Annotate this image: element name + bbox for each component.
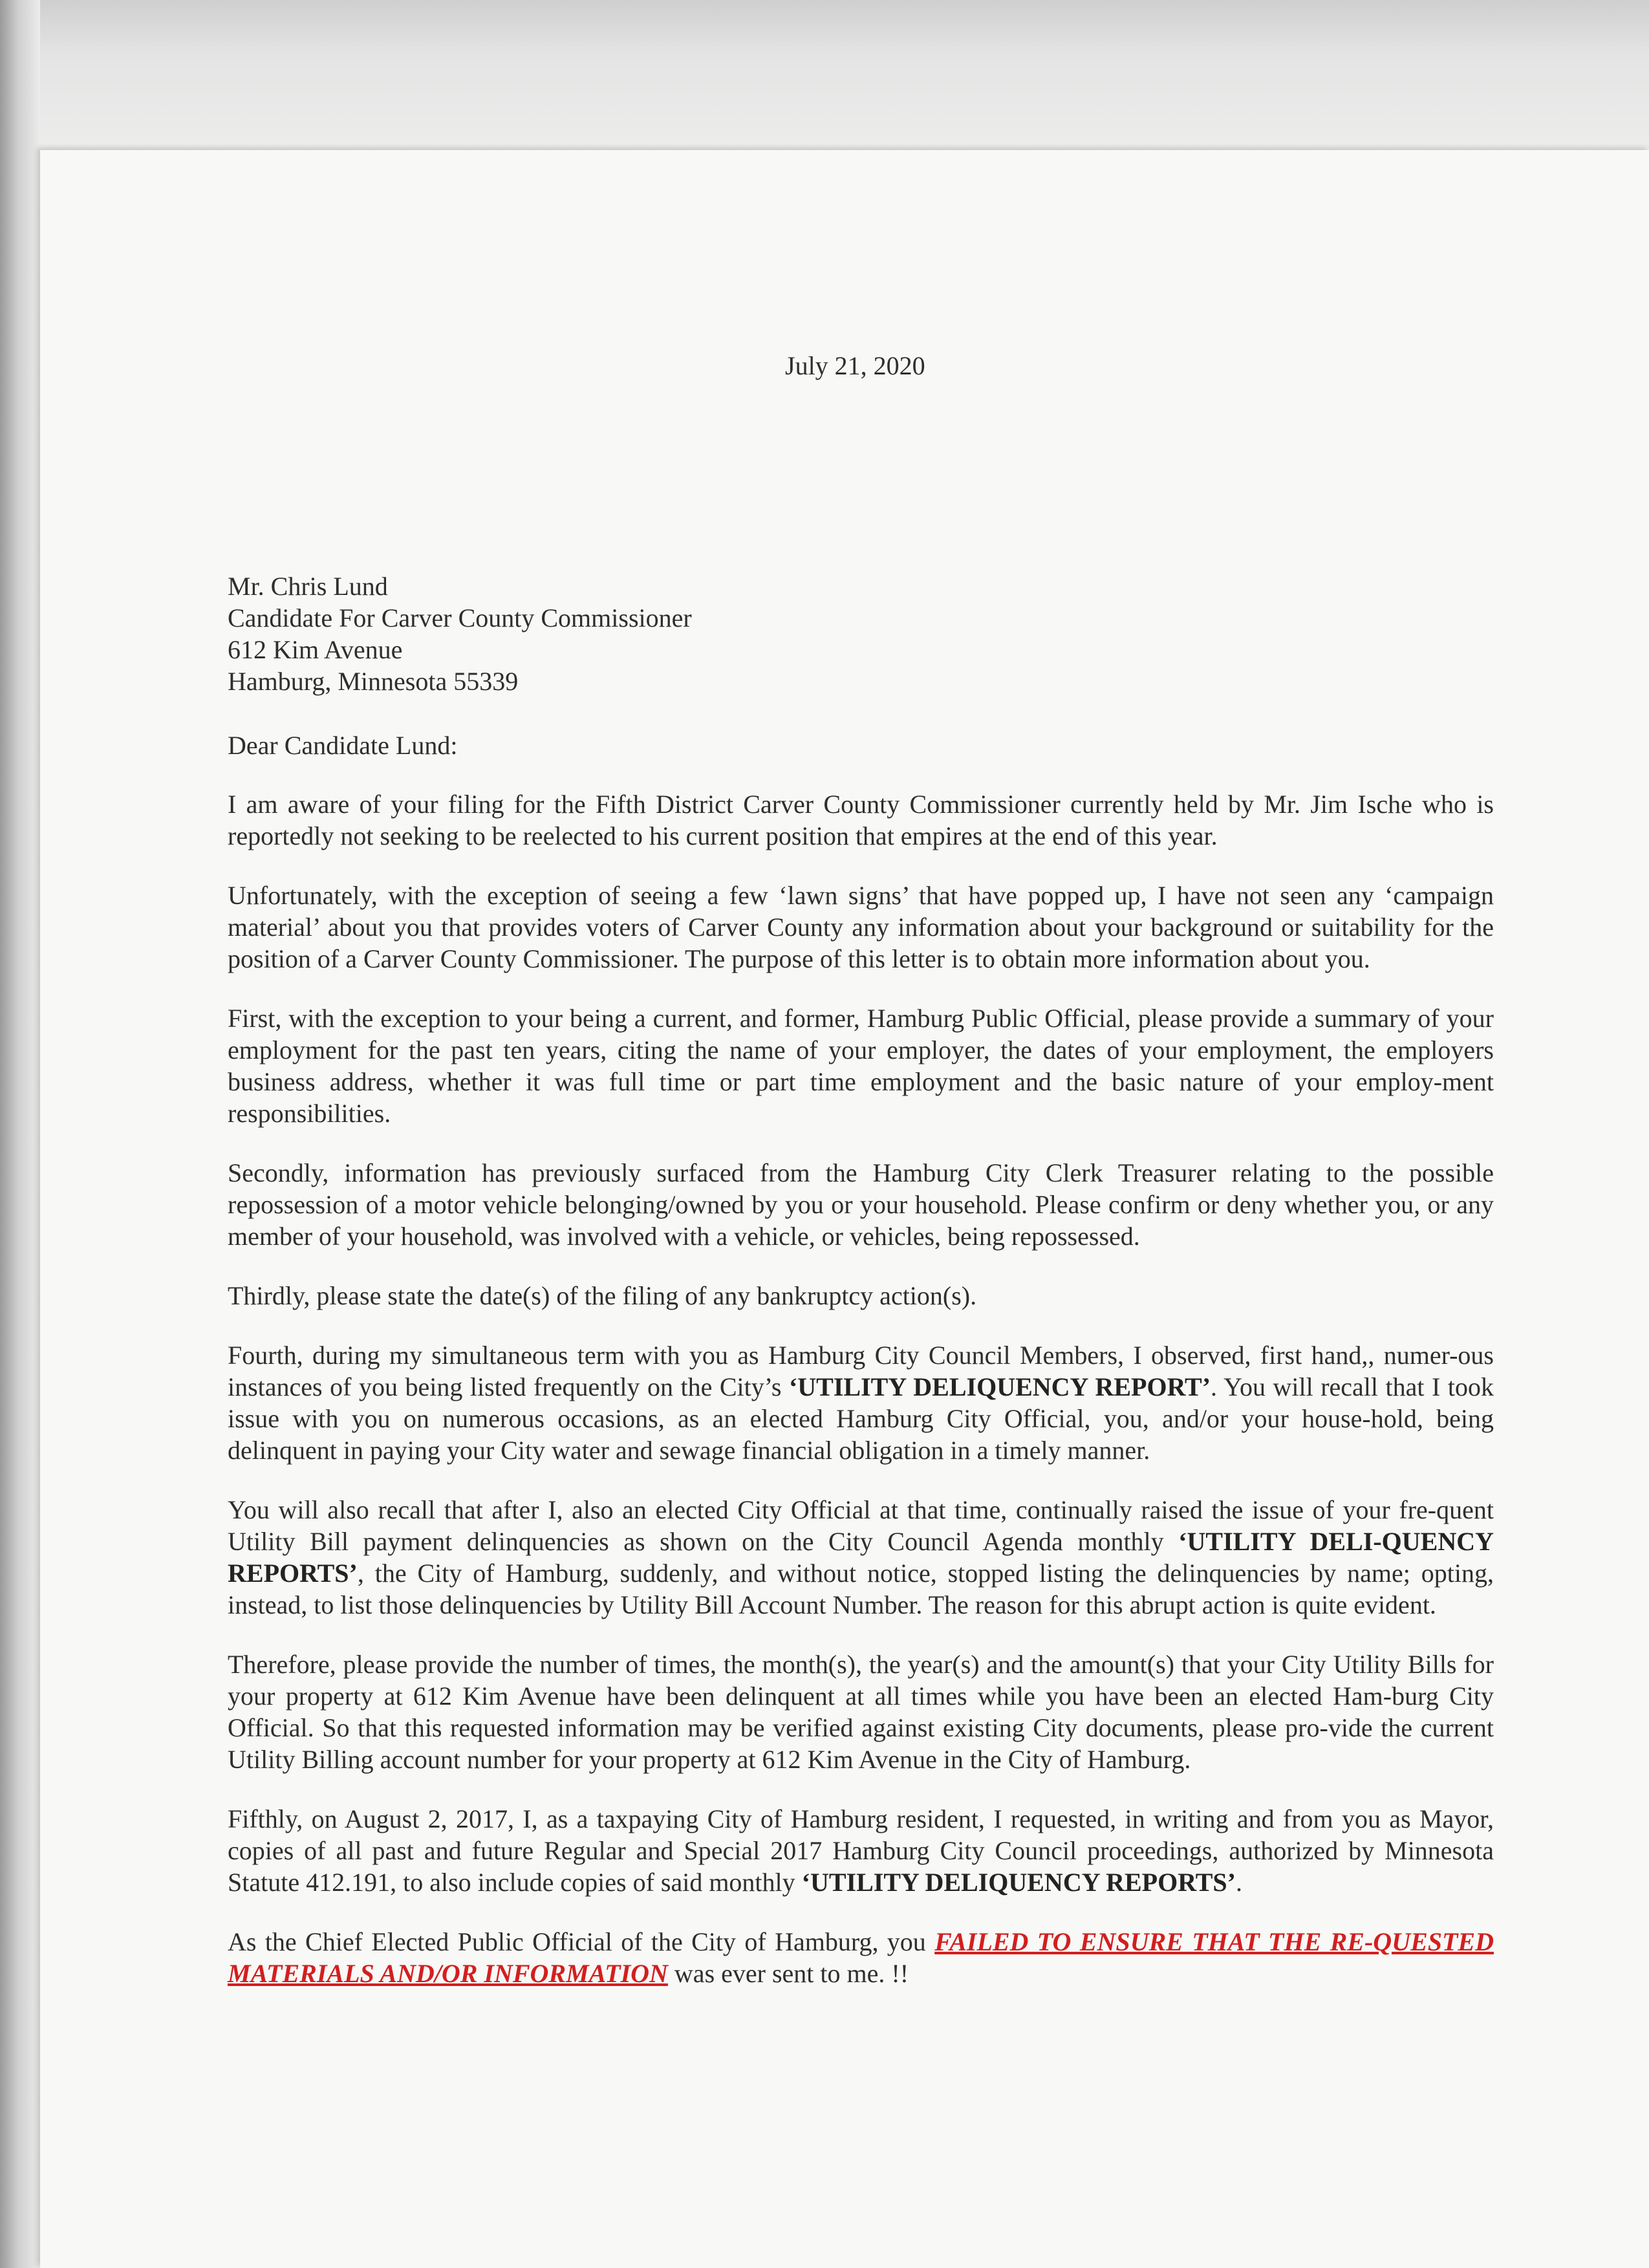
paragraph-9-text-b: . (1235, 1868, 1242, 1897)
utility-report-bold-3: ‘UTILITY DELIQUENCY REPORTS’ (801, 1868, 1236, 1897)
paragraph-5: Thirdly, please state the date(s) of the filing of any bankruptcy action(s). (228, 1281, 977, 1310)
paragraph-10-text-a: As the Chief Elected Public Official of the City of Hamburg, you (228, 1927, 926, 1956)
letter-date: July 21, 2020 (785, 351, 925, 380)
utility-report-bold-2: ‘UTILITY DELI-QUENCY REPORTS’ (228, 1527, 1494, 1588)
paragraph-9-text-a: Fifthly, on August 2, 2017, I, as a taxpaying City of Hamburg resident, I requested, in writing and from you as Mayor, copies of all past and future Regular and Special 2017 Hamburg City Council proceedings, authorized by Minnesota Statute 412.191, to also include copies of said monthly (228, 1804, 1494, 1897)
paragraph-2: Unfortunately, with the exception of seeing a few ‘lawn signs’ that have popped up, I have not seen any ‘campaign material’ about you that provides voters of Carver County any information about your background or suitability for the position of a Carver County Commissioner. The purpose of this letter is to obtain more information about you. (228, 881, 1494, 973)
recipient-address (228, 570, 692, 697)
failed-to-ensure-emphasis: FAILED TO ENSURE THAT THE RE-QUESTED MATERIALS AND/OR INFORMATION (228, 1927, 1494, 1988)
paragraph-7 (228, 1494, 1494, 1621)
paragraph-8: Therefore, please provide the number of times, the month(s), the year(s) and the amount(s) that your City Utility Bills for your property at 612 Kim Avenue have been delinquent at all times while you have been an elected Ham-burg City Official. So that this requested information may be verified against existing City documents, please pro-vide the current Utility Billing account number for your property at 612 Kim Avenue in the City of Hamburg. (228, 1650, 1494, 1774)
paragraph-3: First, with the exception to your being a current, and former, Hamburg Public Official, please provide a summary of your employment for the past ten years, citing the name of your employer, the dates of your employment, the employers business address, whether it was full time or part time employment and the basic nature of your employ-ment responsibilities. (228, 1004, 1494, 1128)
paragraph-6 (228, 1339, 1494, 1466)
scanner-background-left (0, 0, 40, 2268)
paragraph-7-text-a: You will also recall that after I, also an elected City Official at that time, continually raised the issue of your fre-quent Utility Bill payment delinquencies as shown on the City Council Agenda monthly (228, 1495, 1494, 1556)
salutation: Dear Candidate Lund: (228, 731, 458, 760)
recipient-city-state-zip: Hamburg, Minnesota 55339 (228, 667, 519, 696)
paragraph-6-text-a: Fourth, during my simultaneous term with you as Hamburg City Council Members, I observed, first hand,, numer-ous instances of you being listed frequently on the City’s (228, 1341, 1494, 1401)
paragraph-10-text-b: was ever sent to me. !! (674, 1959, 909, 1988)
scanner-background-top (0, 0, 1649, 155)
paragraph-10 (228, 1926, 1494, 1989)
letter-body (228, 729, 1494, 2017)
paragraph-1: I am aware of your filing for the Fifth District Carver County Commissioner currently held by Mr. Jim Ische who is reportedly not seeking to be reelected to his current position that empires at the end of this year. (228, 790, 1494, 850)
paragraph-9 (228, 1803, 1494, 1898)
paragraph-4: Secondly, information has previously surfaced from the Hamburg City Clerk Treasurer relating to the possible repossession of a motor vehicle belonging/owned by you or your household. Please confirm or deny whether you, or any member of your household, was involved with a vehicle, or vehicles, being repossessed. (228, 1158, 1494, 1251)
paragraph-6-text-b: . You will recall that I took issue with you on numerous occasions, as an elected Hamburg City Official, you, and/or your house-hold, being delinquent in paying your City water and sewage financial obligation in a timely manner. (228, 1372, 1494, 1465)
utility-report-bold-1: ‘UTILITY DELIQUENCY REPORT’ (788, 1372, 1211, 1401)
paragraph-7-text-b: , the City of Hamburg, suddenly, and without notice, stopped listing the delinquencies by name; opting, instead, to list those delinquencies by Utility Bill Account Number. The reason for this abrupt action is quite evident. (228, 1559, 1494, 1619)
recipient-street: 612 Kim Avenue (228, 635, 403, 664)
recipient-name: Mr. Chris Lund (228, 572, 388, 601)
recipient-title: Candidate For Carver County Commissioner (228, 603, 692, 632)
